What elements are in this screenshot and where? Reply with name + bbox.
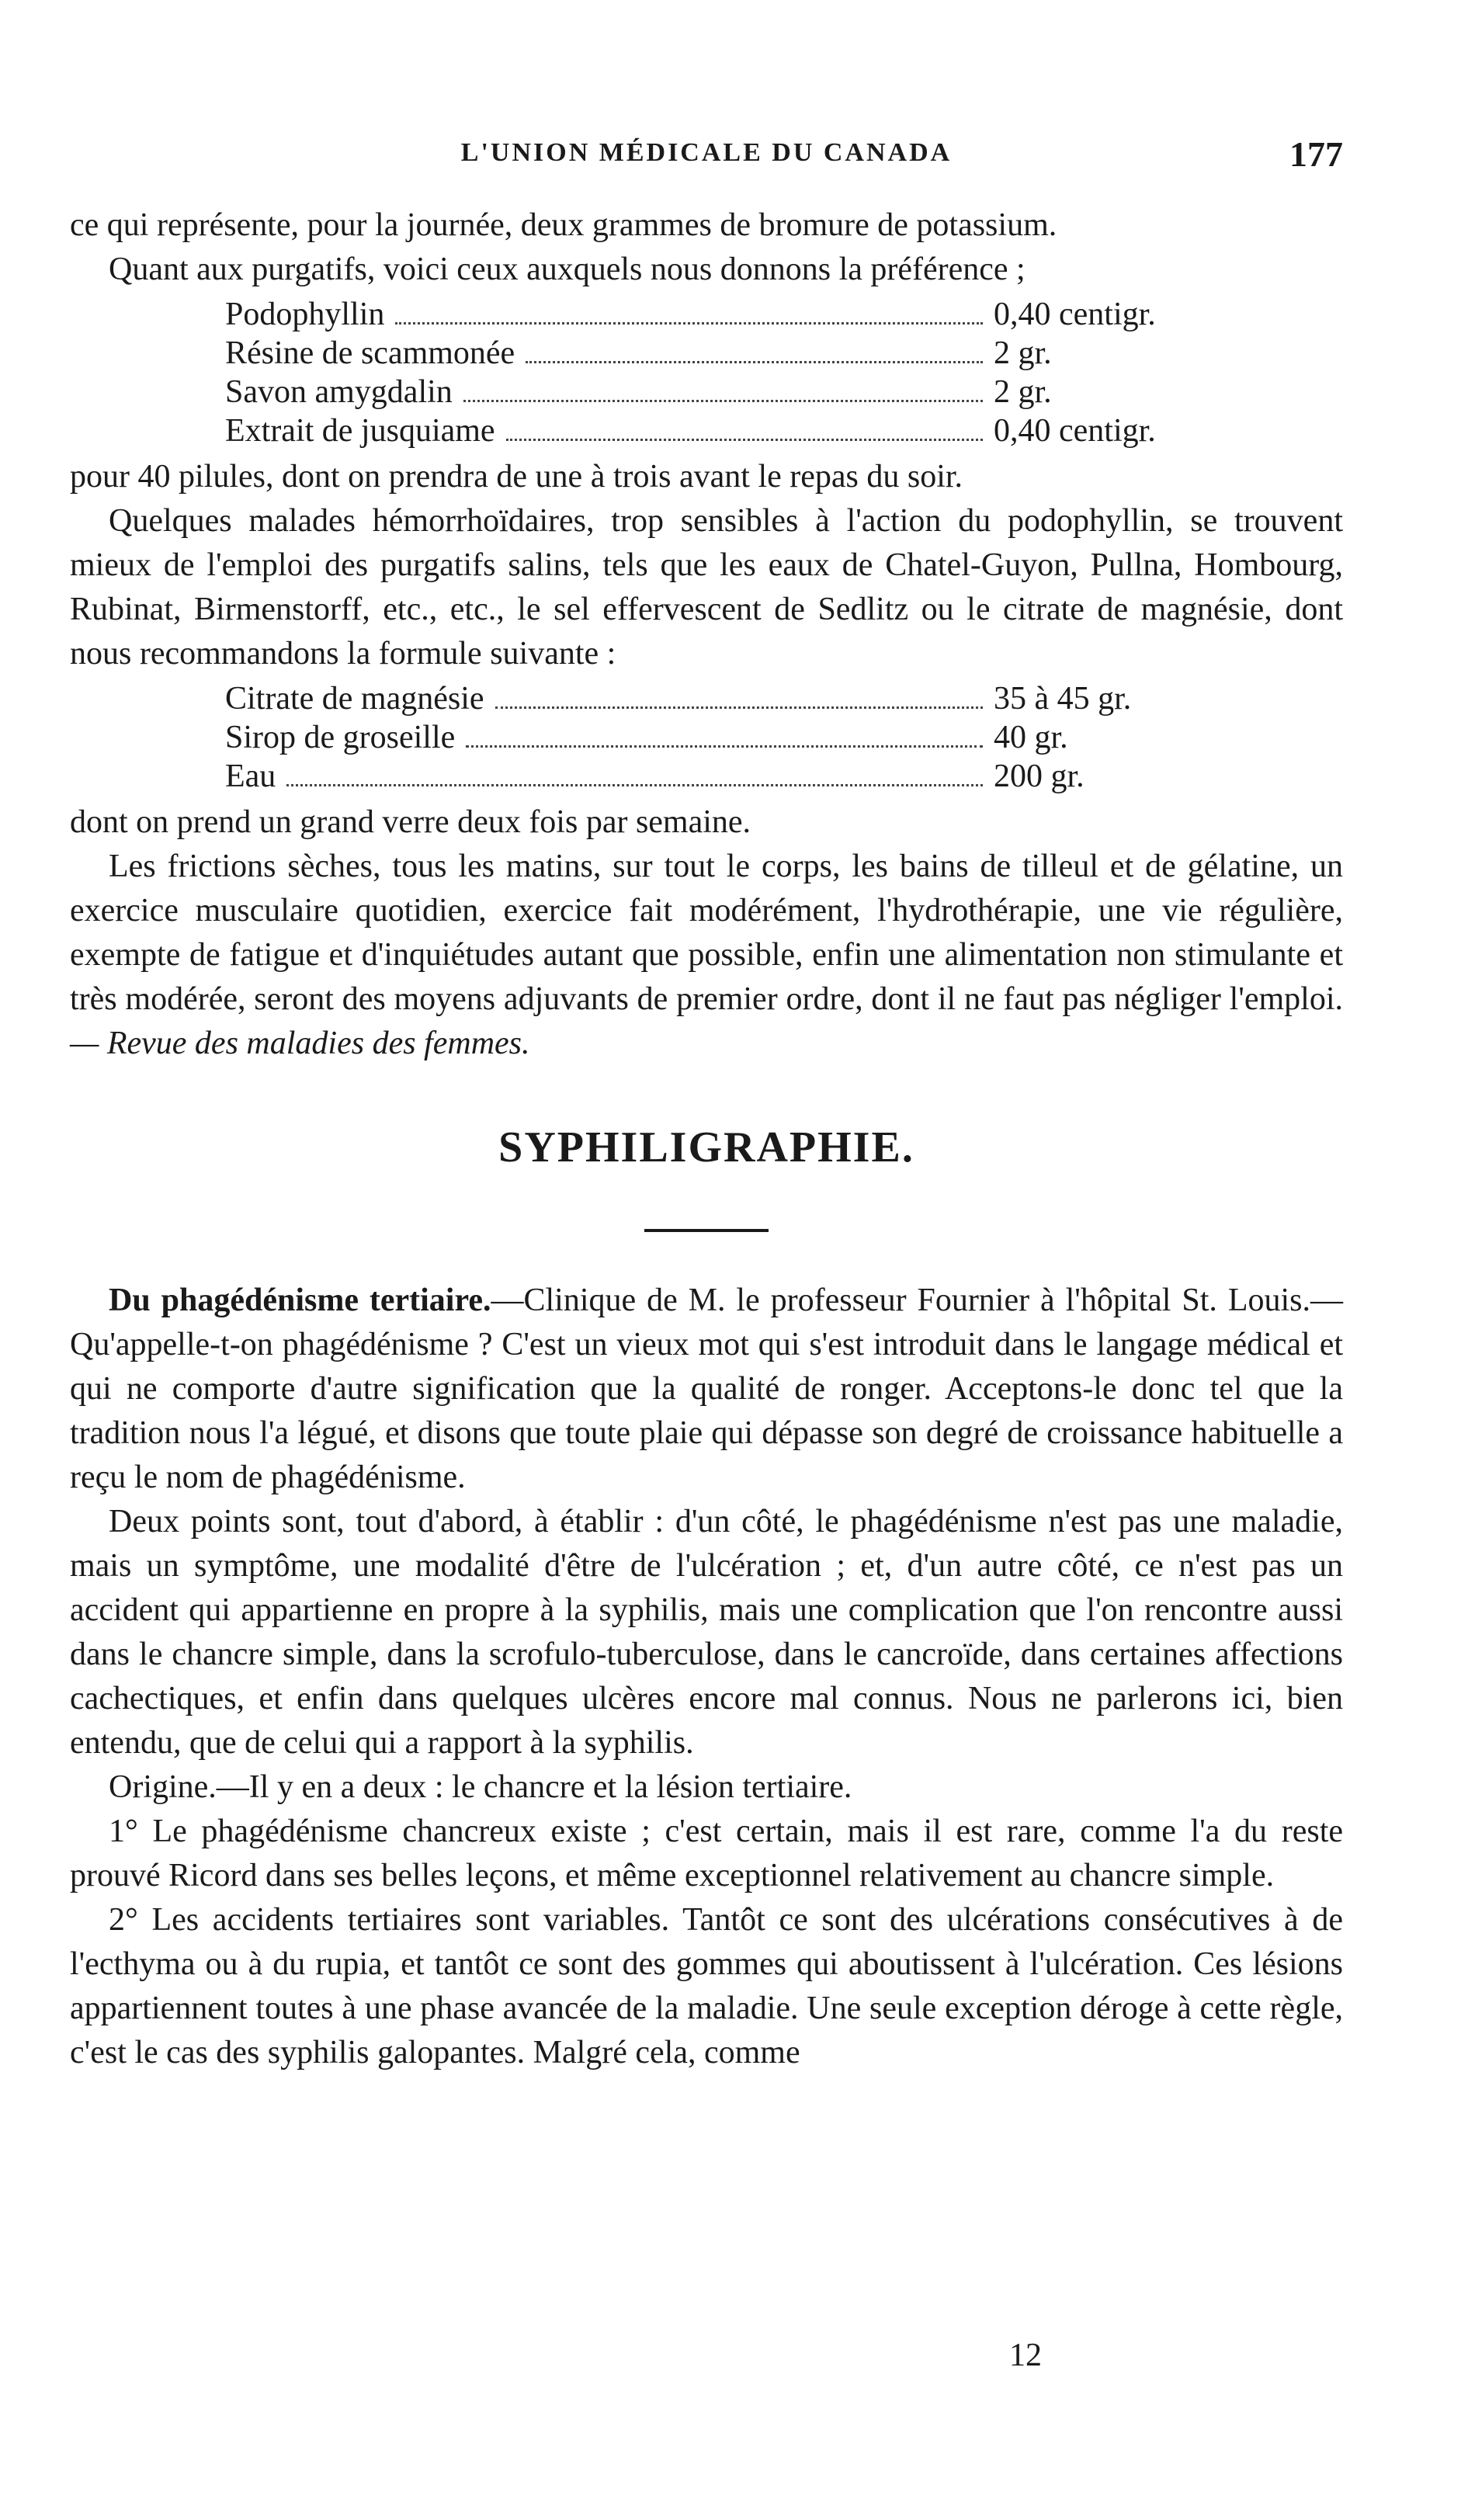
leader-dots [506,439,983,441]
paragraph [70,845,1343,1066]
ingredient-quantity: 2 gr. [994,335,1052,371]
running-title: L'UNION MÉDICALE DU CANADA [460,138,953,167]
ingredient-name: Sirop de groseille [225,720,456,755]
ingredient-quantity: 40 gr. [994,720,1068,755]
recipe-row [225,679,1234,718]
leader-dots [395,322,983,325]
page-header [70,134,1343,180]
ingredient-quantity: 0,40 centigr. [994,297,1156,332]
paragraph: Quelques malades hémorrhoïdaires, trop sensibles à l'action du podophyllin, se trouvent mieux de l'emploi des purgatifs salins, tels que les eaux de Chatel-Guyon, Pullna, Hombourg, Rubinat, Birmenstorff, etc., etc., le sel effervescent de Sedlitz ou le citrate de magnésie, dont nous recommandons la formule suivante : [70,503,1343,672]
paragraph: 1° Le phagédénisme chancreux existe ; c'est certain, mais il est rare, comme l'a du reste prouvé Ricord dans ses belles leçons, et même exceptionnel relativement au chancre simple. [70,1814,1343,1893]
recipe-list-magnesie [225,679,1234,796]
paragraph: Deux points sont, tout d'abord, à établir : d'un côté, le phagédénisme n'est pas une maladie, mais un symptôme, une modalité d'être de l'ulcération ; et, d'un autre côté, ce n'est pas un accident qui appartienne en propre à la syphilis, mais une complication que l'on rencontre aussi dans le chancre simple, dans la scrofulo-tuberculose, dans le cancroïde, dans certaines affections cachectiques, et enfin dans quelques ulcères encore mal connus. Nous ne parlerons ici, bien entendu, que de celui qui a rapport à la syphilis. [70,1504,1343,1761]
ingredient-name: Eau [225,758,276,794]
ingredient-name: Podophyllin [225,297,385,332]
signature-mark: 12 [1009,2338,1042,2373]
ingredient-quantity: 2 gr. [994,374,1052,410]
paragraph: dont on prend un grand verre deux fois par semaine. [70,804,751,840]
recipe-row [225,295,1234,334]
recipe-row [225,411,1234,450]
paragraph [70,1279,1343,1500]
paragraph-text: Les frictions sèches, tous les matins, sur tout le corps, les bains de tilleul et de gélatine, un exercice musculaire quotidien, exercice fait modérément, l'hydrothérapie, une vie régulière, exempte de fatigue et d'inquiétudes autant que possible, enfin une alimentation non stimulante et très modérée, seront des moyens adjuvants de premier ordre, dont il ne faut pas négliger l'emploi. [70,849,1343,1017]
ingredient-name: Savon amygdalin [225,374,453,410]
ingredient-quantity: 35 à 45 gr. [994,681,1132,717]
paragraph: pour 40 pilules, dont on prendra de une à trois avant le repas du soir. [70,459,963,495]
ingredient-quantity: 200 gr. [994,758,1085,794]
section-title: SYPHILIGRAPHIE. [498,1123,914,1171]
ingredient-name: Extrait de jusquiame [225,413,495,449]
paragraph: ce qui représente, pour la journée, deux grammes de bromure de potassium. [70,207,1057,243]
ingredient-name: Résine de scammonée [225,335,515,371]
paragraph-text: —Clinique de M. le professeur Fournier à l'hôpital St. Louis.—Qu'appelle-t-on phagédénisme ? C'est un vieux mot qui s'est introduit dans le langage médical et qui ne comporte d'autre signification que la qualité de ronger. Acceptons-le donc tel que la tradition nous l'a légué, et disons que toute plaie qui dépasse son degré de croissance habituelle a reçu le nom de phagédénisme. [70,1283,1343,1495]
article-body [70,203,1343,2075]
page-number: 177 [1289,134,1343,174]
paragraph: Origine.—Il y en a deux : le chancre et la lésion tertiaire. [109,1769,852,1805]
recipe-row [225,757,1234,796]
ingredient-name: Citrate de magnésie [225,681,484,717]
paragraph: Quant aux purgatifs, voici ceux auxquels nous donnons la préférence ; [109,252,1026,287]
section-divider [644,1229,769,1232]
source-citation: — Revue des maladies des femmes. [70,1026,530,1061]
recipe-row [225,373,1234,411]
leader-dots [466,745,983,748]
leader-dots [526,361,983,363]
article-heading: Du phagédénisme tertiaire. [109,1283,491,1318]
recipe-list-purgatifs [225,295,1234,450]
leader-dots [286,784,983,786]
paragraph: 2° Les accidents tertiaires sont variables. Tantôt ce sont des ulcérations consécutives à de l'ecthyma ou à du rupia, et tantôt ce sont des gommes qui aboutissent à l'ulcération. Ces lésions appartiennent toutes à une phase avancée de la maladie. Une seule exception déroge à cette règle, c'est le cas des syphilis galopantes. Malgré cela, comme [70,1902,1343,2070]
leader-dots [495,706,983,709]
recipe-row [225,718,1234,757]
recipe-row [225,334,1234,373]
leader-dots [463,400,983,402]
ingredient-quantity: 0,40 centigr. [994,413,1156,449]
